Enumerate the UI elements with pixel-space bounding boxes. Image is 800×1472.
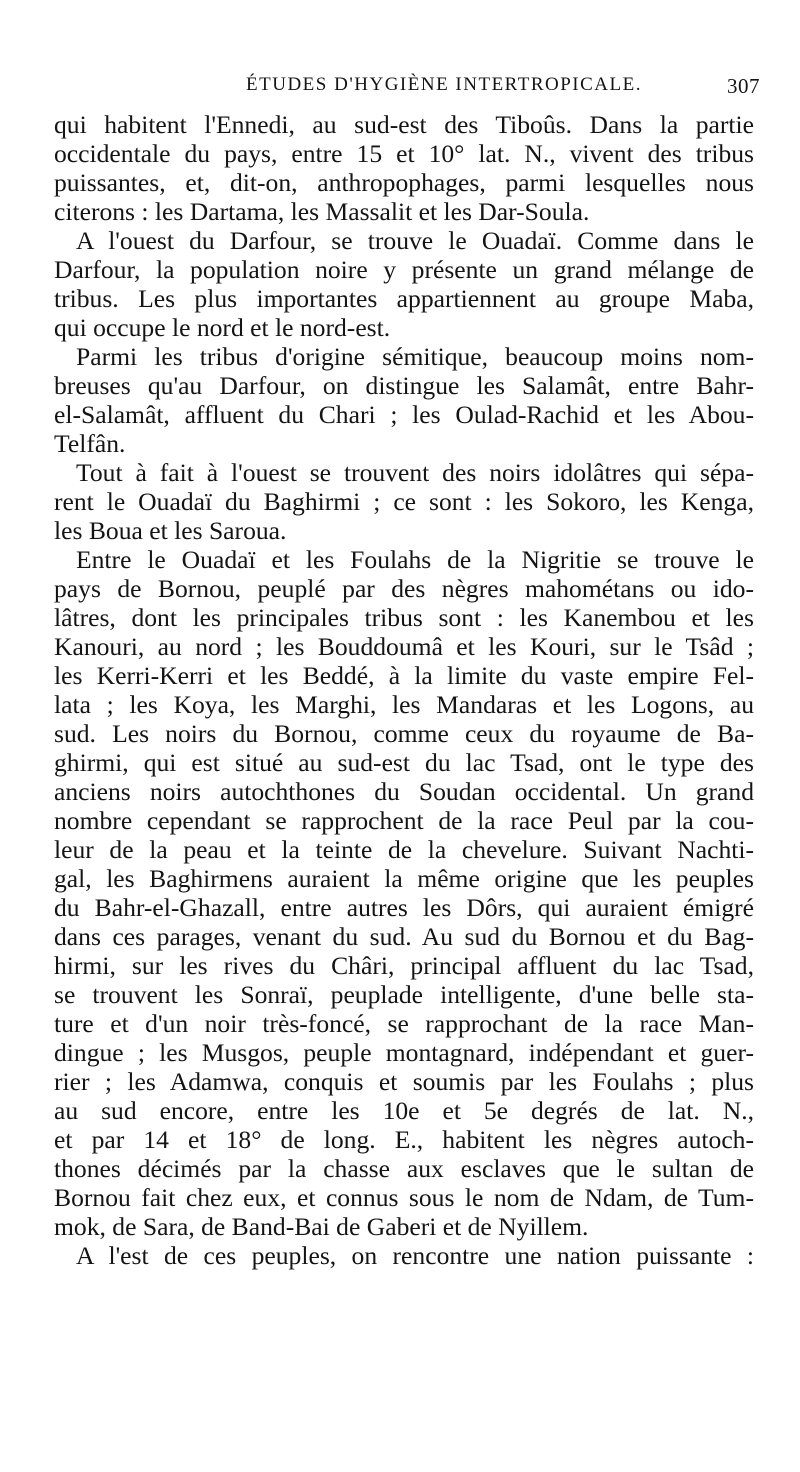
text-line: et par 14 et 18° de long. E., habitent les nègres autoch- — [54, 1125, 754, 1154]
text-line: rent le Ouadaï du Baghirmi ; ce sont : les Sokoro, les Kenga, — [54, 487, 754, 516]
text-line: Bornou fait chez eux, et connus sous le nom de Ndam, de Tum- — [54, 1183, 754, 1212]
text-line: mok, de Sara, de Band-Bai de Gaberi et de Nyillem. — [54, 1212, 589, 1241]
text-line: A l'ouest du Darfour, se trouve le Ouadaï. Comme dans le — [76, 226, 754, 255]
text-line: A l'est de ces peuples, on rencontre une nation puissante : — [76, 1241, 754, 1270]
body-text — [54, 110, 754, 1270]
text-line: tribus. Les plus importantes appartiennent au groupe Maba, — [54, 284, 754, 313]
text-line: Kanouri, au nord ; les Bouddoumâ et les Kouri, sur le Tsâd ; — [54, 632, 754, 661]
page-number: 307 — [727, 74, 760, 98]
text-line: el-Salamât, affluent du Chari ; les Oulad-Rachid et les Abou- — [54, 400, 754, 429]
text-line: lâtres, dont les principales tribus sont : les Kanembou et les — [54, 603, 754, 632]
text-line: ghirmi, qui est situé au sud-est du lac Tsad, ont le type des — [54, 748, 754, 777]
text-line: dans ces parages, venant du sud. Au sud du Bornou et du Bag- — [54, 922, 754, 951]
text-line: Parmi les tribus d'origine sémitique, beaucoup moins nom- — [76, 342, 754, 371]
text-line: lata ; les Koya, les Marghi, les Mandaras et les Logons, au — [54, 690, 754, 719]
text-line: nombre cependant se rapprochent de la race Peul par la cou- — [54, 806, 754, 835]
text-line: Darfour, la population noire y présente un grand mélange de — [54, 255, 754, 284]
running-header — [54, 70, 760, 100]
text-line: Tout à fait à l'ouest se trouvent des noirs idolâtres qui sépa- — [76, 458, 754, 487]
text-line: puissantes, et, dit-on, anthropophages, parmi lesquelles nous — [54, 168, 754, 197]
text-line: thones décimés par la chasse aux esclaves que le sultan de — [54, 1154, 754, 1183]
text-line: au sud encore, entre les 10e et 5e degrés de lat. N., — [54, 1096, 754, 1125]
text-line: hirmi, sur les rives du Châri, principal affluent du lac Tsad, — [54, 951, 754, 980]
text-line: qui occupe le nord et le nord-est. — [54, 313, 391, 342]
running-title: ÉTUDES D'HYGIÈNE INTERTROPICALE. — [246, 74, 642, 95]
text-line: du Bahr-el-Ghazall, entre autres les Dôrs, qui auraient émigré — [54, 893, 754, 922]
text-line: Telfân. — [54, 429, 126, 458]
text-line: Entre le Ouadaï et les Foulahs de la Nigritie se trouve le — [76, 545, 754, 574]
text-line: citerons : les Dartama, les Massalit et les Dar-Soula. — [54, 197, 590, 226]
text-line: qui habitent l'Ennedi, au sud-est des Tiboûs. Dans la partie — [54, 110, 754, 139]
text-line: pays de Bornou, peuplé par des nègres mahométans ou ido- — [54, 574, 754, 603]
text-line: leur de la peau et la teinte de la chevelure. Suivant Nachti- — [54, 835, 754, 864]
text-line: rier ; les Adamwa, conquis et soumis par les Foulahs ; plus — [54, 1067, 754, 1096]
text-line: occidentale du pays, entre 15 et 10° lat. N., vivent des tribus — [54, 139, 754, 168]
text-line: se trouvent les Sonraï, peuplade intelligente, d'une belle sta- — [54, 980, 754, 1009]
text-line: anciens noirs autochthones du Soudan occidental. Un grand — [54, 777, 754, 806]
text-line: dingue ; les Musgos, peuple montagnard, indépendant et guer- — [54, 1038, 754, 1067]
text-line: gal, les Baghirmens auraient la même origine que les peuples — [54, 864, 754, 893]
text-line: les Kerri-Kerri et les Beddé, à la limite du vaste empire Fel- — [54, 661, 754, 690]
book-page — [54, 70, 760, 1270]
text-line: sud. Les noirs du Bornou, comme ceux du royaume de Ba- — [54, 719, 754, 748]
text-line: breuses qu'au Darfour, on distingue les Salamât, entre Bahr- — [54, 371, 754, 400]
text-line: ture et d'un noir très-foncé, se rapprochant de la race Man- — [54, 1009, 754, 1038]
text-line: les Boua et les Saroua. — [54, 516, 287, 545]
